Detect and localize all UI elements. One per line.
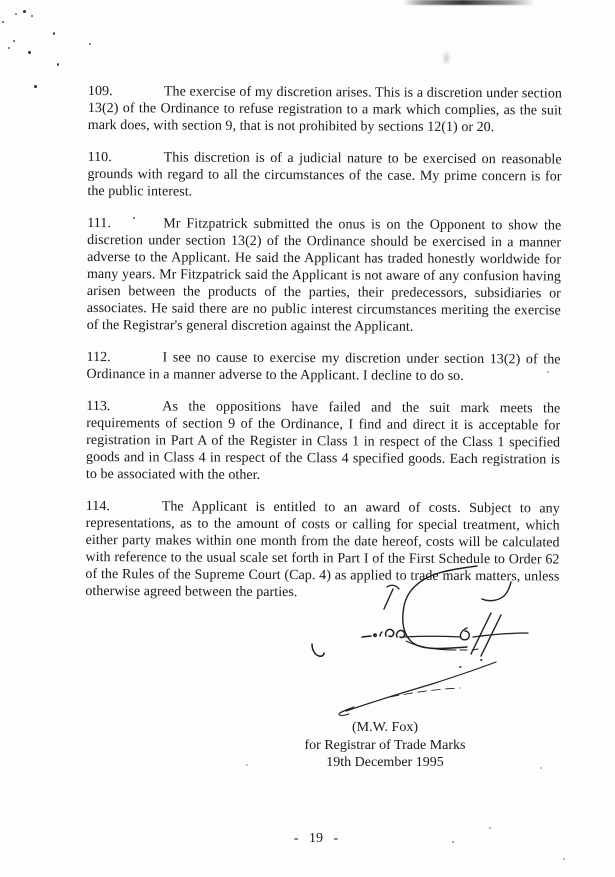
scan-speck	[8, 47, 10, 49]
paragraph-text: This discretion is of a judicial nature to be exercised on reasonable grounds with regard to all the circumstances of the case. My prime concern is for the public interest.	[87, 150, 562, 200]
paragraph-number: 113.	[86, 398, 111, 415]
paragraph-109	[88, 83, 562, 136]
scan-speck	[89, 43, 91, 45]
scan-speck	[563, 858, 565, 860]
scan-speck	[34, 85, 37, 88]
scan-speck	[489, 827, 491, 829]
paragraph-114	[85, 498, 560, 602]
paragraph-number: 110.	[87, 149, 112, 166]
scan-speck	[452, 841, 454, 843]
paragraph-number: 112.	[86, 349, 111, 366]
paragraph-number: 114.	[85, 498, 111, 515]
scan-speck	[53, 32, 55, 35]
paragraph-text: The Applicant is entitled to an award of costs. Subject to any representations, as to the amount of costs or calling for special treatment, which either party makes within one month from the date hereof, costs will be calculated with reference to the usual scale set forth in Part I of the First Schedule to Order 62 of the Rules of the Supreme Court (Cap. 4) as applied to trade mark matters, unless otherwise agreed between the parties.	[85, 499, 560, 601]
paragraph-112	[86, 349, 560, 385]
paragraph-number: 111.	[87, 215, 111, 232]
document-body	[85, 83, 562, 617]
paragraph-111	[87, 215, 562, 336]
paragraph-110	[87, 149, 561, 202]
scan-speck	[28, 51, 31, 54]
paragraph-text: The exercise of my discretion arises. This is a discretion under section 13(2) of the Ordinance to refuse registration to a mark which complies, as the suit mark does, with section 9, that is not prohibited by sections 12(1) or 20.	[87, 84, 562, 136]
paragraph-text: I see no cause to exercise my discretion under section 13(2) of the Ordinance in a manner adverse to the Applicant. I decline to do so.	[86, 350, 561, 384]
page-number: - 19 -	[293, 831, 339, 846]
paragraph-text: As the oppositions have failed and the suit mark meets the requirements of section 9 of the Ordinance, I find and direct it is acceptable for registration in Part A of the Register in Class 1 in respect of the Class 1 specified goods and in Class 4 in respect of the Class 4 specified goods. Each registration is to be associated with the other.	[85, 399, 561, 483]
signoff-block	[235, 719, 535, 772]
scan-edge-smudge-bar	[403, 0, 535, 5]
scan-speck	[15, 13, 17, 15]
scan-faint-smudge	[443, 52, 450, 64]
signature-name-scribble	[362, 613, 528, 656]
signoff-role: for Registrar of Trade Marks	[304, 737, 466, 753]
scan-speck	[23, 10, 26, 13]
scan-speck	[540, 767, 542, 769]
signature-underline-swoosh	[339, 660, 496, 716]
paragraph-113	[86, 398, 560, 485]
scan-speck	[57, 63, 59, 66]
signature-hook-mark	[312, 644, 324, 656]
signoff-date: 19th December 1995	[326, 755, 444, 770]
paragraph-text: Mr Fitzpatrick submitted the onus is on the Opponent to show the discretion under section 13(2) of the Ordinance should be exercised in a manner adverse to the Applicant. He said the Applicant has traded honestly worldwide for many years. Mr Fitzpatrick said the Applicant is not aware of any confusion having arisen between the products of the parties, their predecessors, subsidiaries or associates. He said there are no public interest circumstances meriting the exercise of the Registrar's general discretion against the Applicant.	[86, 216, 562, 335]
scan-speck	[13, 40, 15, 42]
scan-speck	[2, 21, 4, 23]
scan-speck	[31, 15, 33, 17]
signoff-name: (M.W. Fox)	[352, 720, 418, 735]
paragraph-number: 109.	[87, 83, 113, 100]
